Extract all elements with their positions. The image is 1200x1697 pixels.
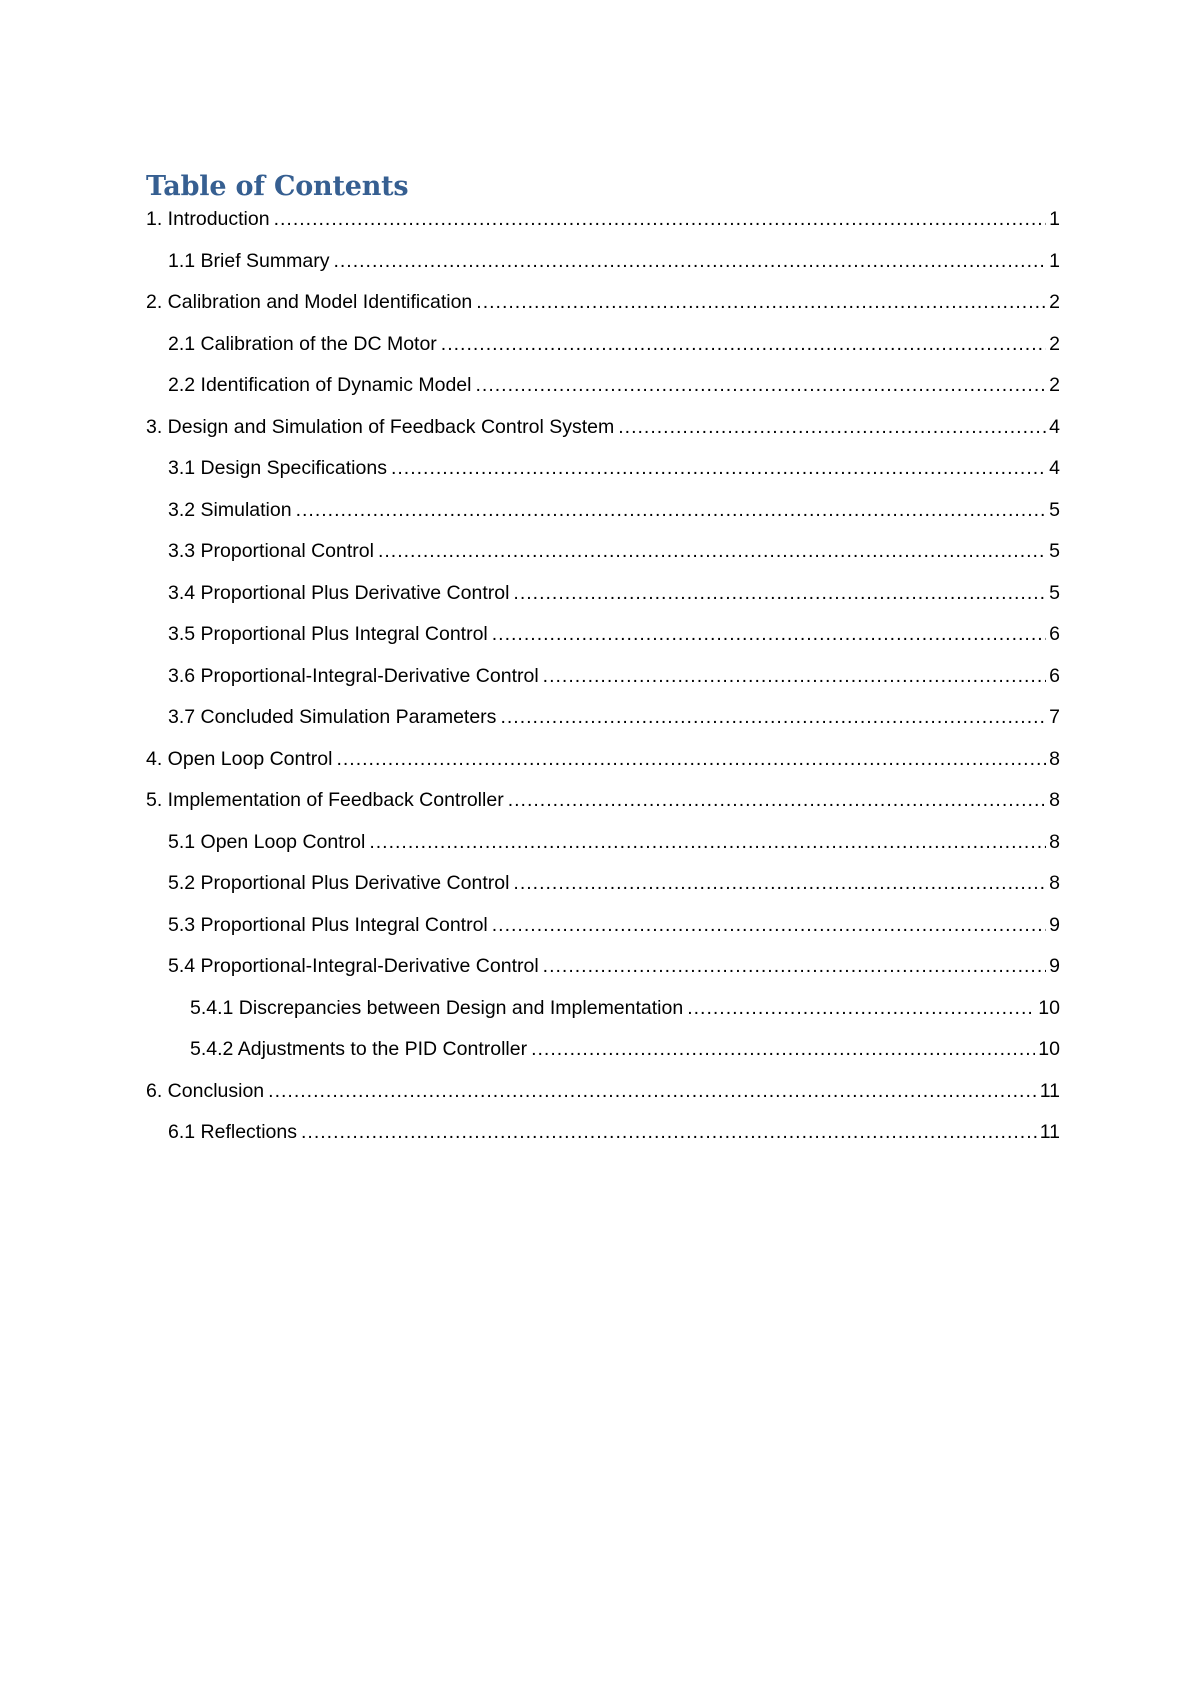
toc-entry-label: 3.7 Concluded Simulation Parameters	[168, 706, 497, 728]
toc-dot-leader	[476, 291, 1046, 314]
toc-dot-leader	[333, 250, 1046, 273]
toc-entry-page-number: 9	[1049, 955, 1060, 977]
toc-entry[interactable]	[146, 1121, 1060, 1163]
toc-entry-page-number: 8	[1049, 830, 1060, 853]
toc-dot-leader	[476, 374, 1047, 397]
toc-dot-leader	[378, 540, 1046, 563]
toc-entry-label: 1. Introduction	[146, 208, 270, 230]
toc-entry-label: 5.4.2 Adjustments to the PID Controller	[190, 1038, 528, 1060]
toc-entry-label: 2.2 Identification of Dynamic Model	[168, 374, 472, 396]
toc-entry[interactable]	[146, 499, 1060, 541]
toc-dot-leader	[268, 1080, 1037, 1103]
toc-dot-leader	[296, 499, 1047, 522]
toc-entry[interactable]	[146, 872, 1060, 914]
toc-entry-page-number: 8	[1049, 872, 1060, 894]
toc-entry-page-number: 10	[1038, 1038, 1060, 1060]
toc-entry[interactable]	[146, 623, 1060, 665]
toc-entry[interactable]	[146, 374, 1060, 416]
toc-entry-page-number: 5	[1049, 498, 1060, 521]
toc-dot-leader	[543, 955, 1046, 978]
toc-entry-page-number: 7	[1049, 706, 1060, 728]
toc-entry-page-number: 8	[1049, 789, 1060, 811]
toc-dot-leader	[500, 706, 1046, 729]
toc-entry-page-number: 8	[1049, 747, 1060, 770]
toc-entry[interactable]	[146, 333, 1060, 375]
toc-entry-page-number: 1	[1049, 249, 1060, 272]
toc-entry[interactable]	[146, 457, 1060, 499]
toc-dot-leader	[301, 1121, 1037, 1144]
toc-entry-label: 3.4 Proportional Plus Derivative Control	[168, 581, 510, 604]
toc-dot-leader	[274, 208, 1047, 231]
toc-dot-leader	[441, 333, 1046, 356]
toc-entry-page-number: 2	[1049, 374, 1060, 396]
toc-entry-label: 3.1 Design Specifications	[168, 457, 387, 479]
toc-entry-page-number: 5	[1049, 540, 1060, 562]
toc-entry-label: 1.1 Brief Summary	[168, 249, 330, 272]
toc-entry[interactable]	[146, 748, 1060, 790]
toc-entry[interactable]	[146, 997, 1060, 1039]
toc-dot-leader	[513, 872, 1046, 895]
toc-entry-page-number: 1	[1049, 208, 1060, 230]
toc-entry-label: 6.1 Reflections	[168, 1121, 297, 1143]
toc-entry-page-number: 4	[1049, 457, 1060, 479]
toc-dot-leader	[687, 997, 1035, 1020]
toc-dot-leader	[531, 1038, 1035, 1061]
toc-dot-leader	[492, 914, 1046, 937]
toc-dot-leader	[369, 831, 1046, 854]
toc-dot-leader	[391, 457, 1046, 480]
toc-entry-page-number: 6	[1049, 664, 1060, 687]
toc-dot-leader	[508, 789, 1046, 812]
toc-entry[interactable]	[146, 665, 1060, 707]
toc-entry-label: 5.2 Proportional Plus Derivative Control	[168, 872, 510, 894]
toc-title: Table of Contents	[146, 171, 409, 202]
toc-entry-label: 3.2 Simulation	[168, 498, 292, 521]
toc-dot-leader	[492, 623, 1046, 646]
toc-entry[interactable]	[146, 291, 1060, 333]
toc-entry-label: 3. Design and Simulation of Feedback Control System	[146, 415, 615, 438]
toc-entry-label: 5.3 Proportional Plus Integral Control	[168, 913, 488, 936]
toc-entry-page-number: 10	[1038, 996, 1060, 1019]
toc-dot-leader	[543, 665, 1046, 688]
toc-entry[interactable]	[146, 1038, 1060, 1080]
toc-entry-label: 4. Open Loop Control	[146, 747, 333, 770]
toc-entry[interactable]	[146, 1080, 1060, 1122]
toc-entry-label: 5. Implementation of Feedback Controller	[146, 789, 504, 811]
toc-entry-label: 6. Conclusion	[146, 1079, 265, 1102]
toc-dot-leader	[336, 748, 1046, 771]
toc-entry[interactable]	[146, 540, 1060, 582]
toc-entry-page-number: 9	[1049, 913, 1060, 936]
toc-entry[interactable]	[146, 914, 1060, 956]
table-of-contents	[146, 170, 1060, 1163]
toc-entry-page-number: 2	[1049, 291, 1060, 313]
toc-entry-label: 3.5 Proportional Plus Integral Control	[168, 623, 488, 645]
toc-entry-label: 2.1 Calibration of the DC Motor	[168, 332, 437, 355]
toc-entry[interactable]	[146, 789, 1060, 831]
toc-entry[interactable]	[146, 416, 1060, 458]
toc-entry[interactable]	[146, 582, 1060, 624]
toc-entry-page-number: 4	[1049, 415, 1060, 438]
toc-list	[146, 208, 1060, 1163]
toc-entry[interactable]	[146, 955, 1060, 997]
toc-entry-page-number: 5	[1049, 581, 1060, 604]
toc-entry-label: 2. Calibration and Model Identification	[146, 291, 473, 313]
toc-entry-label: 3.6 Proportional-Integral-Derivative Control	[168, 664, 539, 687]
toc-entry-page-number: 11	[1039, 1121, 1060, 1143]
toc-entry-label: 5.1 Open Loop Control	[168, 830, 366, 853]
toc-entry[interactable]	[146, 208, 1060, 250]
toc-entry[interactable]	[146, 250, 1060, 292]
toc-entry[interactable]	[146, 706, 1060, 748]
toc-entry-page-number: 6	[1049, 623, 1060, 645]
toc-entry-page-number: 2	[1049, 332, 1060, 355]
toc-entry[interactable]	[146, 831, 1060, 873]
toc-entry-page-number: 11	[1039, 1079, 1060, 1102]
toc-dot-leader	[513, 582, 1046, 605]
toc-entry-label: 5.4.1 Discrepancies between Design and Implementation	[190, 996, 684, 1019]
toc-entry-label: 5.4 Proportional-Integral-Derivative Control	[168, 955, 539, 977]
toc-dot-leader	[618, 416, 1046, 439]
toc-entry-label: 3.3 Proportional Control	[168, 540, 374, 562]
